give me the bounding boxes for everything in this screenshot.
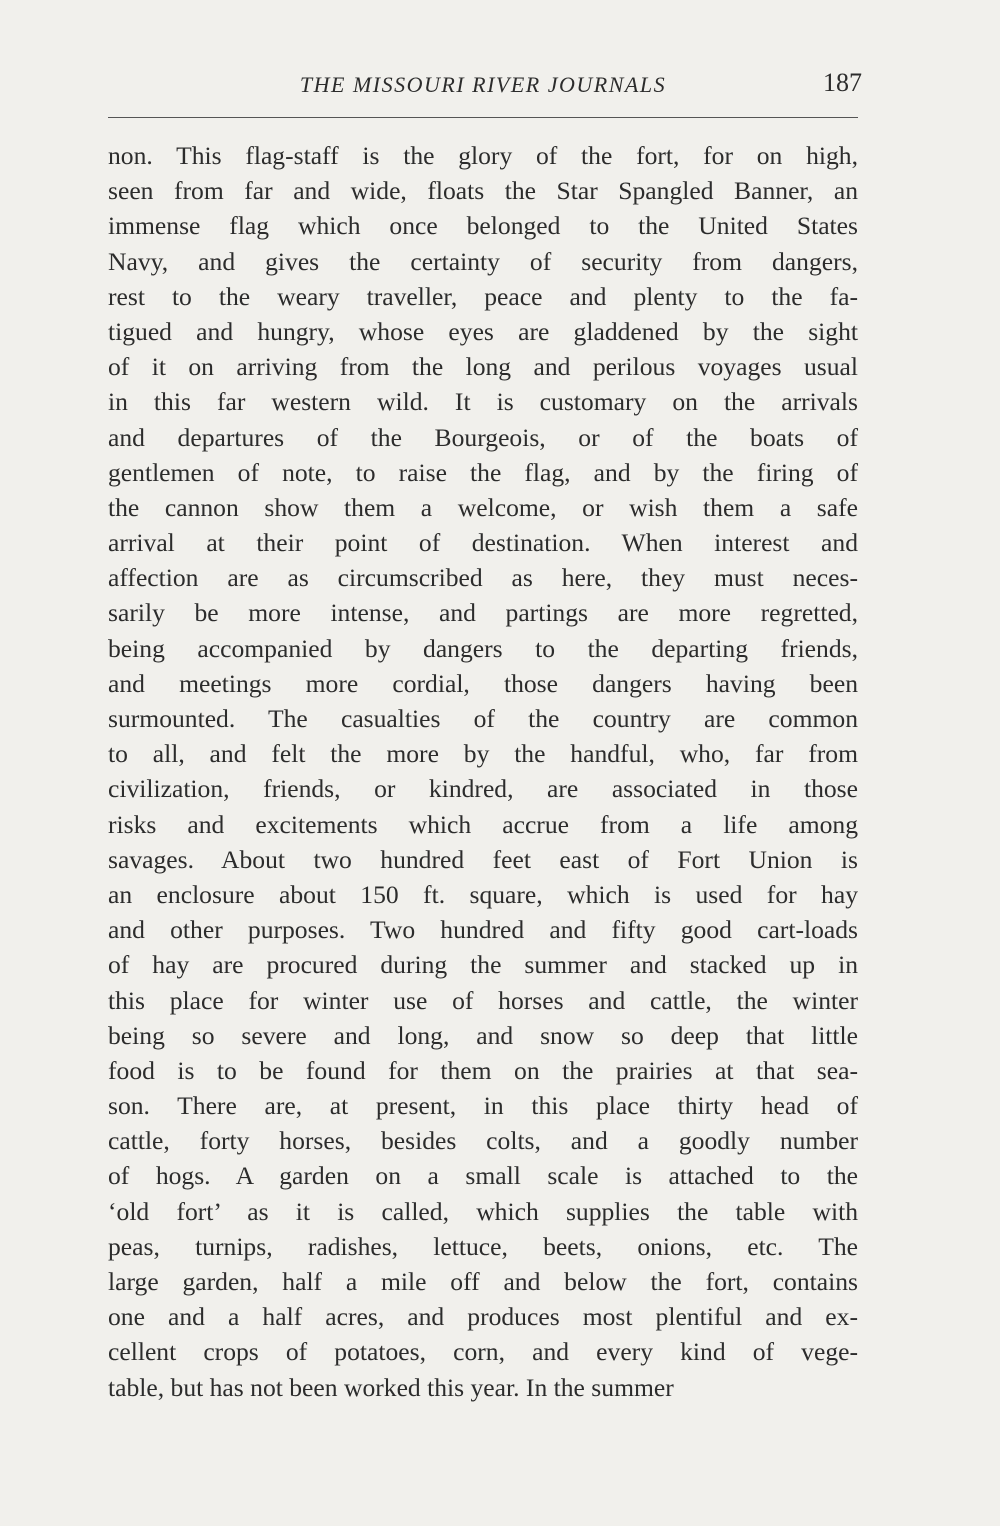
text-line: civilization, friends, or kindred, are associated in those xyxy=(108,774,858,804)
text-line: peas, turnips, radishes, lettuce, beets, onions, etc. The xyxy=(108,1231,858,1261)
text-line: and other purposes. Two hundred and fifty good cart-loads xyxy=(108,915,858,945)
text-line: son. There are, at present, in this place thirty head of xyxy=(108,1091,858,1121)
text-line: this place for winter use of horses and cattle, the winter xyxy=(108,985,858,1015)
text-line: affection are as circumscribed as here, they must neces- xyxy=(108,563,858,593)
text-line: surmounted. The casualties of the country are common xyxy=(108,704,858,733)
running-title: THE MISSOURI RIVER JOURNALS xyxy=(299,72,667,97)
text-line: rest to the weary traveller, peace and plenty to the fa- xyxy=(108,281,858,311)
text-line: cattle, forty horses, besides colts, and a goodly number xyxy=(108,1126,858,1156)
text-line: sarily be more intense, and partings are more regretted, xyxy=(108,598,858,628)
text-line: one and a half acres, and produces most plentiful and ex- xyxy=(108,1302,858,1332)
text-line: gentlemen of note, to raise the flag, and by the firing of xyxy=(108,457,858,487)
text-line: savages. About two hundred feet east of Fort Union is xyxy=(108,844,858,874)
page-header xyxy=(108,68,862,108)
text-line: being accompanied by dangers to the departing friends, xyxy=(108,633,858,663)
header-rule xyxy=(108,117,858,118)
text-line: cellent crops of potatoes, corn, and every kind of vege- xyxy=(108,1337,858,1367)
text-line: immense flag which once belonged to the United States xyxy=(108,211,858,241)
text-line: large garden, half a mile off and below the fort, contains xyxy=(108,1267,858,1296)
text-line: food is to be found for them on the prairies at that sea- xyxy=(108,1055,858,1085)
text-line: in this far western wild. It is customary on the arrivals xyxy=(108,387,858,417)
text-line: an enclosure about 150 ft. square, which is used for hay xyxy=(108,879,858,909)
text-line: and meetings more cordial, those dangers having been xyxy=(108,668,858,698)
text-line: arrival at their point of destination. When interest and xyxy=(108,528,858,558)
text-line: and departures of the Bourgeois, or of the boats of xyxy=(108,422,858,452)
page-number: 187 xyxy=(823,68,862,97)
text-line: tigued and hungry, whose eyes are gladdened by the sight xyxy=(108,316,858,346)
text-line: being so severe and long, and snow so deep that little xyxy=(108,1020,858,1050)
text-line: risks and excitements which accrue from a life among xyxy=(108,809,858,839)
text-line: to all, and felt the more by the handful, who, far from xyxy=(108,739,858,769)
text-line: ‘old fort’ as it is called, which supplies the table with xyxy=(108,1196,858,1226)
body-text xyxy=(108,138,858,1405)
text-line: of hay are procured during the summer and stacked up in xyxy=(108,950,858,980)
text-line: of it on arriving from the long and perilous voyages usual xyxy=(108,352,858,382)
text-line: non. This flag-staff is the glory of the fort, for on high, xyxy=(108,141,858,170)
text-line: Navy, and gives the certainty of security from dangers, xyxy=(108,246,858,276)
text-line: the cannon show them a welcome, or wish them a safe xyxy=(108,492,858,522)
text-line: seen from far and wide, floats the Star Spangled Banner, an xyxy=(108,176,858,206)
text-line: table, but has not been worked this year. In the summer xyxy=(108,1372,674,1402)
text-line: of hogs. A garden on a small scale is attached to the xyxy=(108,1161,858,1191)
